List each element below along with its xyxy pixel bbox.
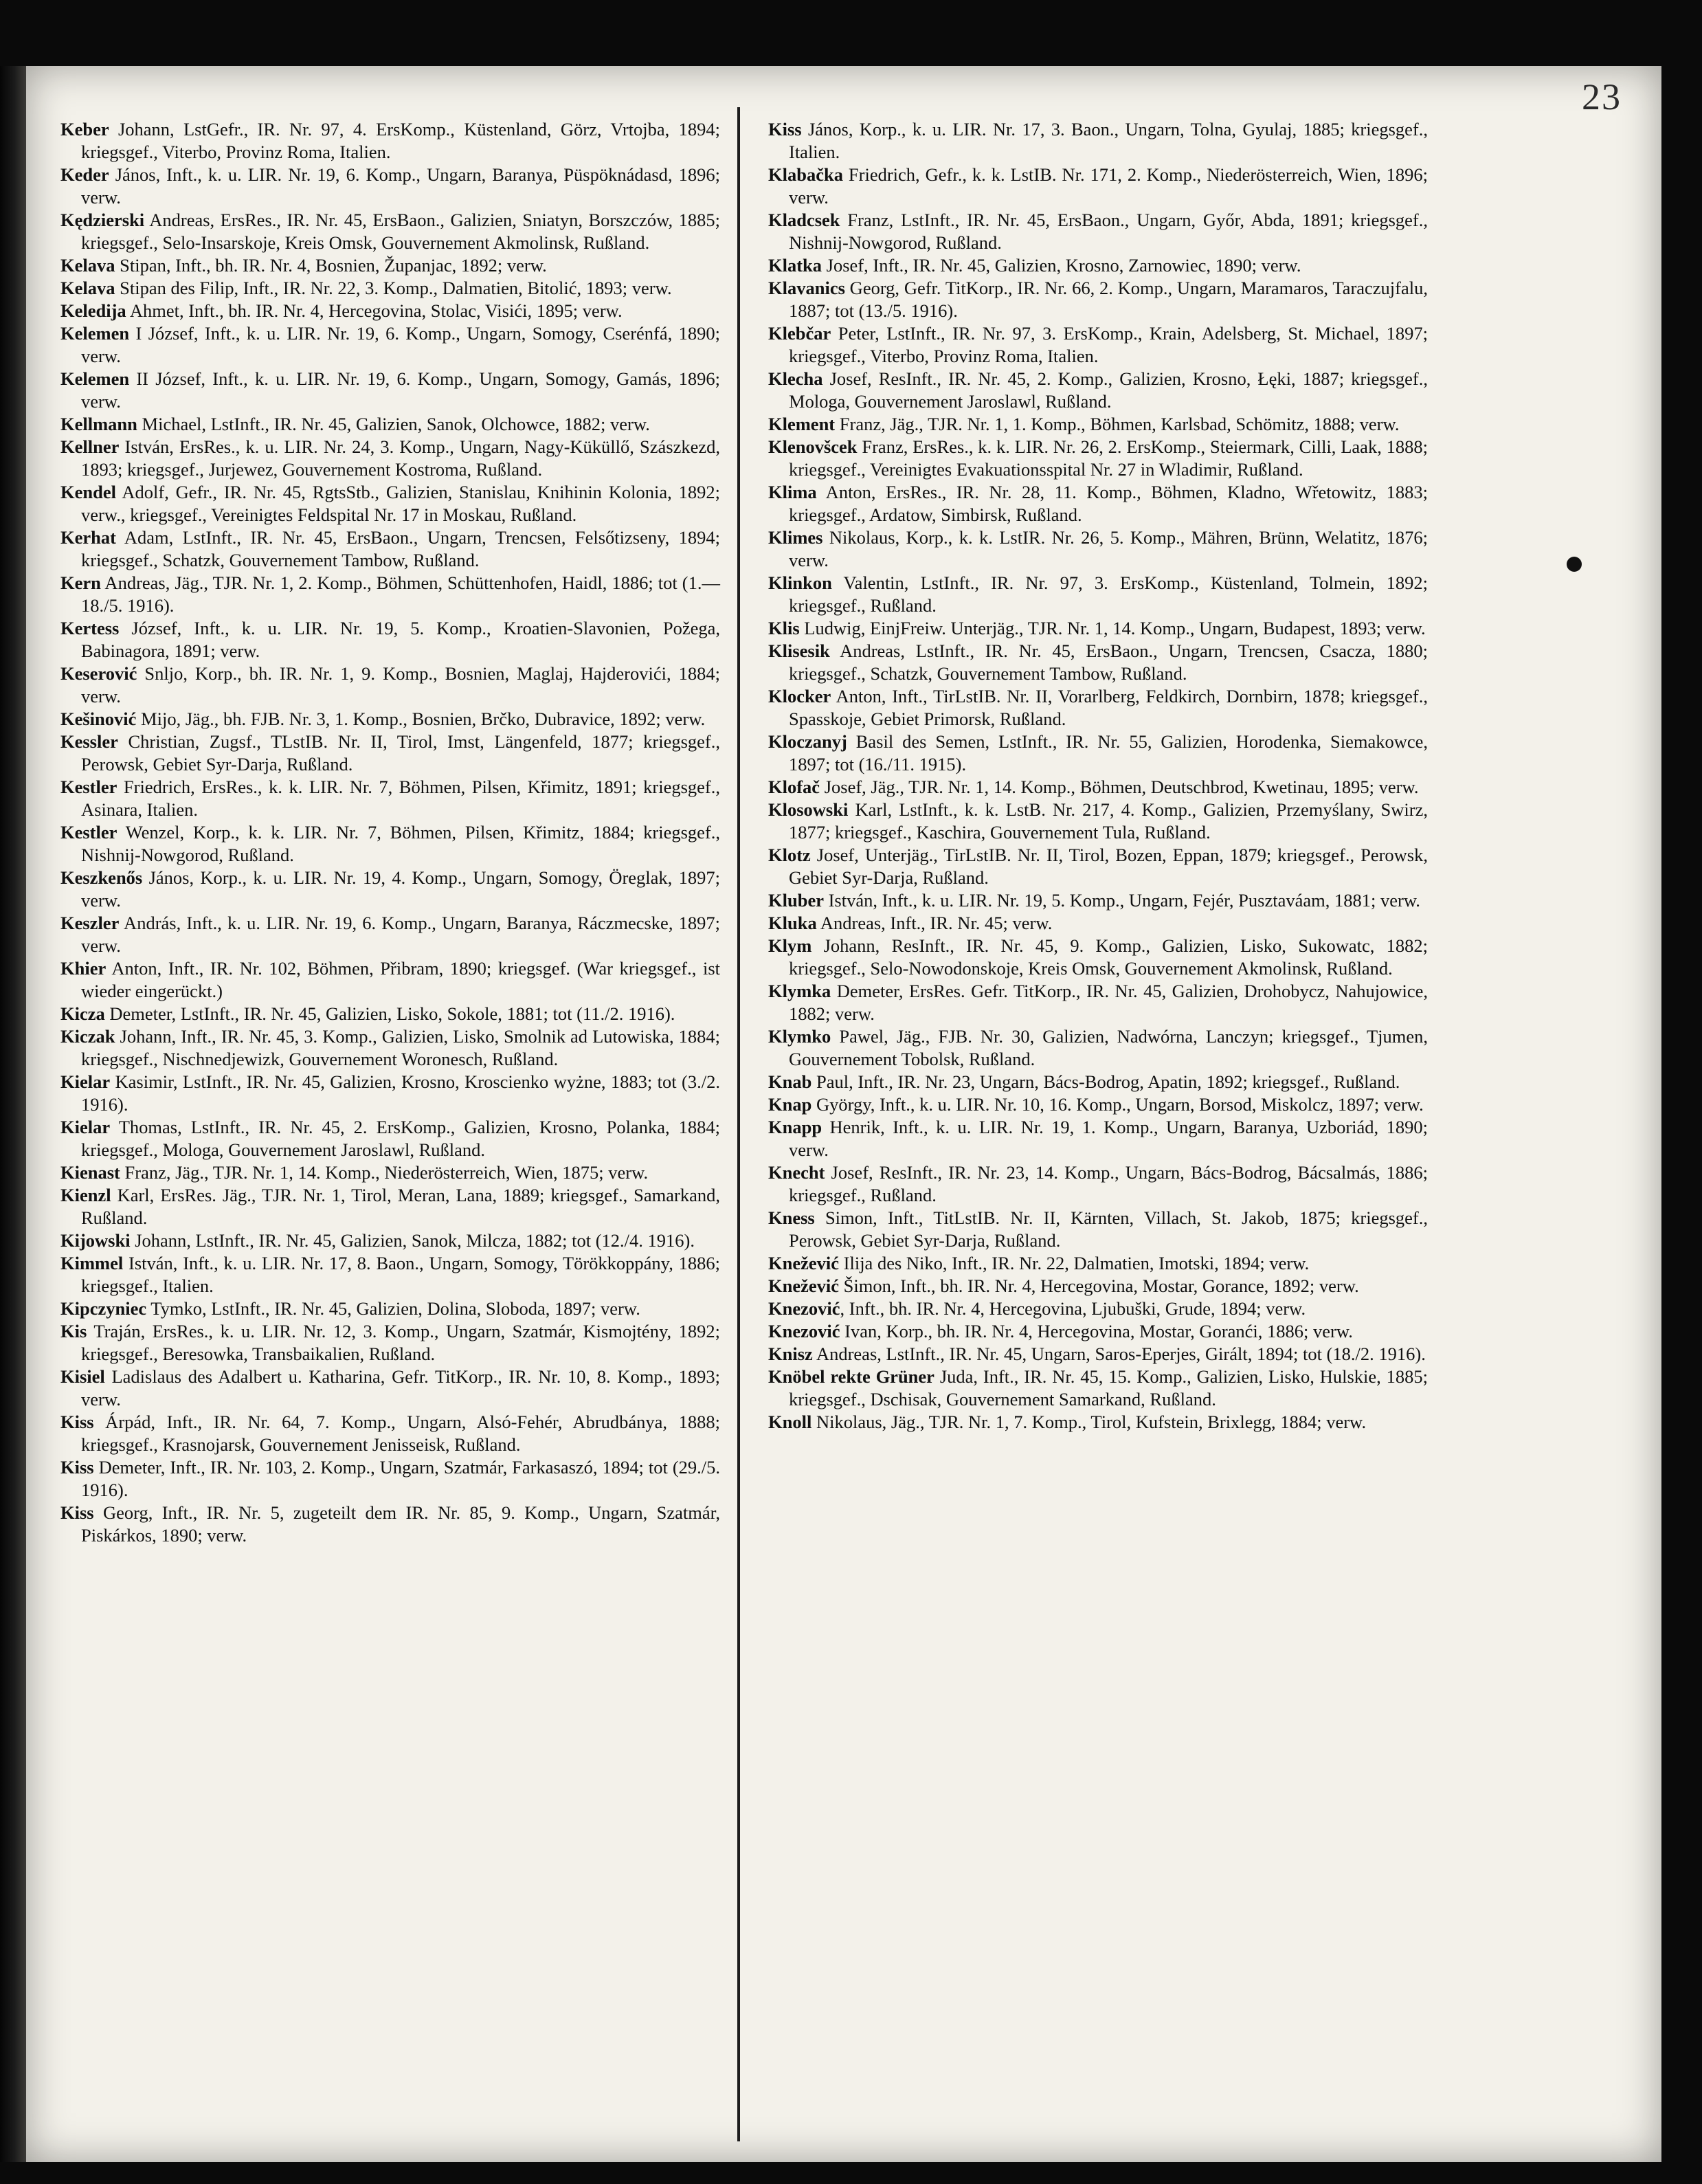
entry-details: Andreas, LstInft., IR. Nr. 45, ErsBaon., Ungarn, Trencsen, Csacza, 1880; kriegsgef., Schatzk, Gouvernement Tambow, Rußland. (789, 640, 1428, 684)
entry-details: Josef, Jäg., TJR. Nr. 1, 14. Komp., Böhmen, Deutschbrod, Kwetinau, 1895; verw. (820, 777, 1419, 797)
register-entry (768, 1071, 1428, 1093)
entry-details: Johann, LstGefr., IR. Nr. 97, 4. ErsKomp., Küstenland, Görz, Vrtojba, 1894; kriegsgef., Viterbo, Provinz Roma, Italien. (81, 119, 720, 162)
entry-surname: Knab (768, 1071, 812, 1092)
register-entry (768, 617, 1428, 640)
entry-details: Andreas, ErsRes., IR. Nr. 45, ErsBaon., Galizien, Sniatyn, Borszczów, 1885; kriegsgef., Selo-Insarskoje, Kreis Omsk, Gouvernement Akmolinsk, Rußland. (81, 210, 720, 253)
entry-details: Christian, Zugsf., TLstIB. Nr. II, Tirol, Imst, Längenfeld, 1877; kriegsgef., Perowsk, Gebiet Syr-Darja, Rußland. (81, 731, 720, 775)
register-entry (60, 436, 720, 481)
entry-surname: Kluber (768, 890, 824, 911)
entry-details: , Inft., bh. IR. Nr. 4, Hercegovina, Ljubuški, Grude, 1894; verw. (840, 1298, 1306, 1319)
entry-details: Johann, ResInft., IR. Nr. 45, 9. Komp., Galizien, Lisko, Sukowatc, 1882; kriegsgef., Selo-Nowodonskoje, Kreis Omsk, Gouvernement Akmolinsk, Rußland. (789, 935, 1428, 979)
entry-details: Ludwig, EinjFreiw. Unterjäg., TJR. Nr. 1, 14. Komp., Ungarn, Budapest, 1893; verw. (799, 618, 1426, 638)
entry-surname: Kellner (60, 436, 120, 457)
entry-surname: Klosowski (768, 799, 849, 820)
entry-surname: Knöbel rekte Grüner (768, 1366, 934, 1387)
register-entry (60, 821, 720, 867)
register-entry (60, 731, 720, 776)
entry-details: Snljo, Korp., bh. IR. Nr. 1, 9. Komp., Bosnien, Maglaj, Hajderovići, 1884; verw. (81, 663, 720, 706)
entry-details: György, Inft., k. u. LIR. Nr. 10, 16. Komp., Ungarn, Borsod, Miskolcz, 1897; verw. (811, 1094, 1424, 1115)
entry-surname: Kness (768, 1207, 815, 1228)
entry-details: Karl, LstInft., k. k. LstB. Nr. 217, 4. Komp., Galizien, Przemyślany, Swirz, 1877; kriegsgef., Kaschira, Gouvernement Tula, Rußland. (789, 799, 1428, 843)
entry-surname: Kipczyniec (60, 1298, 147, 1319)
register-entry (60, 300, 720, 322)
register-entry (768, 1366, 1428, 1411)
entry-details: Josef, Unterjäg., TirLstIB. Nr. II, Tirol, Bozen, Eppan, 1879; kriegsgef., Perowsk, Gebiet Syr-Darja, Rußland. (789, 845, 1428, 888)
entry-details: Adolf, Gefr., IR. Nr. 45, RgtsStb., Galizien, Stanislau, Knihinin Kolonia, 1892; verw., kriegsgef., Vereinigtes Feldspital Nr. 17 in Moskau, Rußland. (81, 482, 720, 525)
entry-details: Georg, Gefr. TitKorp., IR. Nr. 66, 2. Komp., Ungarn, Maramaros, Taraczujfalu, 1887; tot (13./5. 1916). (789, 278, 1428, 321)
entry-details: Árpád, Inft., IR. Nr. 64, 7. Komp., Ungarn, Alsó-Fehér, Abrudbánya, 1888; kriegsgef., Krasnojarsk, Gouvernement Jenisseisk, Rußland. (81, 1412, 720, 1455)
register-entry (60, 1229, 720, 1252)
register-entry (60, 164, 720, 209)
entry-details: Anton, Inft., IR. Nr. 102, Böhmen, Přibram, 1890; kriegsgef. (War kriegsgef., ist wieder eingerückt.) (81, 958, 720, 1001)
entry-details: Demeter, ErsRes. Gefr. TitKorp., IR. Nr. 45, Galizien, Drohobycz, Nahujowice, 1882; verw. (789, 981, 1428, 1024)
entry-surname: Kielar (60, 1071, 111, 1092)
entry-details: Ladislaus des Adalbert u. Katharina, Gefr. TitKorp., IR. Nr. 10, 8. Komp., 1893; verw. (81, 1366, 720, 1409)
entry-surname: Kešinović (60, 709, 137, 729)
entry-surname: Klement (768, 414, 836, 434)
entry-details: Andreas, Jäg., TJR. Nr. 1, 2. Komp., Böhmen, Schüttenhofen, Haidl, 1886; tot (1.—18./5. 1916). (81, 572, 720, 616)
register-entry (60, 1320, 720, 1366)
entry-surname: Klis (768, 618, 800, 638)
register-entry (60, 118, 720, 164)
entry-surname: Kladcsek (768, 210, 840, 230)
entry-details: Traján, ErsRes., k. u. LIR. Nr. 12, 3. Komp., Ungarn, Szatmár, Kismojtény, 1892; kriegsgef., Beresowka, Transbaikalien, Rußland. (81, 1321, 720, 1364)
register-entry (768, 1207, 1428, 1252)
register-entry (768, 164, 1428, 209)
entry-details: Ahmet, Inft., bh. IR. Nr. 4, Hercegovina, Stolac, Visići, 1895; verw. (126, 300, 623, 321)
entry-surname: Klavanics (768, 278, 845, 298)
register-entry (768, 889, 1428, 912)
entry-surname: Kiss (60, 1412, 94, 1432)
register-entry (768, 912, 1428, 935)
entry-details: Stipan des Filip, Inft., IR. Nr. 22, 3. Komp., Dalmatien, Bitolić, 1893; verw. (115, 278, 672, 298)
register-entry (60, 1366, 720, 1411)
register-entry (768, 209, 1428, 254)
entry-details: Franz, LstInft., IR. Nr. 45, ErsBaon., Ungarn, Győr, Abda, 1891; kriegsgef., Nishnij-Nowgorod, Rußland. (789, 210, 1428, 253)
register-entry (768, 935, 1428, 980)
entry-surname: Kimmel (60, 1253, 124, 1273)
entry-details: Ilija des Niko, Inft., IR. Nr. 22, Dalmatien, Imotski, 1894; verw. (839, 1253, 1310, 1273)
entry-details: Kasimir, LstInft., IR. Nr. 45, Galizien, Krosno, Kroscienko wyżne, 1883; tot (3./2. 1916). (81, 1071, 720, 1115)
entry-details: Friedrich, Gefr., k. k. LstIB. Nr. 171, 2. Komp., Niederösterreich, Wien, 1896; verw. (789, 164, 1428, 208)
entry-surname: Klecha (768, 368, 823, 389)
entry-surname: Klimes (768, 527, 823, 548)
entry-details: Franz, ErsRes., k. k. LIR. Nr. 26, 2. ErsKomp., Steiermark, Cilli, Laak, 1888; kriegsgef., Vereinigtes Evakuationsspital Nr. 27 in Wladimir, Rußland. (789, 436, 1428, 480)
entry-surname: Kelemen (60, 323, 130, 344)
register-entry (768, 1275, 1428, 1297)
entry-surname: Kloczanyj (768, 731, 847, 752)
entry-surname: Kienzl (60, 1185, 111, 1205)
entry-details: Josef, ResInft., IR. Nr. 23, 14. Komp., Ungarn, Bács-Bodrog, Bácsalmás, 1886; kriegsgef., Rußland. (789, 1162, 1428, 1205)
entry-surname: Keder (60, 164, 109, 185)
entry-details: Anton, Inft., TirLstIB. Nr. II, Vorarlberg, Feldkirch, Dornbirn, 1878; kriegsgef., Spasskoje, Gebiet Primorsk, Rußland. (789, 686, 1428, 729)
register-entry (60, 1003, 720, 1025)
entry-surname: Knoll (768, 1412, 812, 1432)
entry-details: Andreas, Inft., IR. Nr. 45; verw. (816, 913, 1053, 933)
entry-surname: Kluka (768, 913, 817, 933)
register-entry (60, 277, 720, 300)
register-entry (768, 685, 1428, 731)
register-entry (768, 526, 1428, 572)
ink-blot (1567, 557, 1582, 572)
entry-surname: Klofač (768, 777, 820, 797)
entry-details: János, Korp., k. u. LIR. Nr. 17, 3. Baon., Ungarn, Tolna, Gyulaj, 1885; kriegsgef., Italien. (789, 119, 1428, 162)
register-entry (768, 776, 1428, 799)
entry-details: Andreas, LstInft., IR. Nr. 45, Ungarn, Saros-Eperjes, Girált, 1894; tot (18./2. 1916). (812, 1344, 1426, 1364)
entry-surname: Klymka (768, 981, 831, 1001)
entry-surname: Klym (768, 935, 812, 956)
entry-details: Franz, Jäg., TJR. Nr. 1, 14. Komp., Niederösterreich, Wien, 1875; verw. (120, 1162, 649, 1183)
register-entry (60, 1297, 720, 1320)
register-entry (768, 572, 1428, 617)
entry-surname: Kiss (60, 1502, 94, 1523)
entry-surname: Kerhat (60, 527, 116, 548)
register-entry (60, 662, 720, 708)
entry-surname: Knezović (768, 1298, 840, 1319)
entry-details: Wenzel, Korp., k. k. LIR. Nr. 7, Böhmen, Pilsen, Křimitz, 1884; kriegsgef., Nishnij-Nowgorod, Rußland. (81, 822, 720, 865)
entry-details: István, Inft., k. u. LIR. Nr. 19, 5. Komp., Ungarn, Fejér, Pusztaváam, 1881; verw. (823, 890, 1420, 911)
register-entry (768, 322, 1428, 368)
entry-surname: Knežević (768, 1253, 840, 1273)
document-page (26, 66, 1661, 2162)
entry-surname: Klisesik (768, 640, 830, 661)
entry-details: II József, Inft., k. u. LIR. Nr. 19, 6. Komp., Ungarn, Somogy, Gamás, 1896; verw. (81, 368, 720, 412)
entry-details: Pawel, Jäg., FJB. Nr. 30, Galizien, Nadwórna, Lanczyn; kriegsgef., Tjumen, Gouvernement Tobolsk, Rußland. (789, 1026, 1428, 1069)
entry-surname: Kern (60, 572, 101, 593)
entry-details: Stipan, Inft., bh. IR. Nr. 4, Bosnien, Županjac, 1892; verw. (115, 255, 547, 276)
entry-details: Tymko, LstInft., IR. Nr. 45, Galizien, Dolina, Sloboda, 1897; verw. (146, 1298, 640, 1319)
entry-surname: Keserović (60, 663, 137, 684)
register-entry (768, 368, 1428, 413)
register-entry (768, 731, 1428, 776)
register-entry (768, 980, 1428, 1025)
entry-details: Henrik, Inft., k. u. LIR. Nr. 19, 1. Komp., Ungarn, Baranya, Uzboriád, 1890; verw. (789, 1117, 1428, 1160)
entry-surname: Knap (768, 1094, 812, 1115)
entry-surname: Kielar (60, 1117, 111, 1137)
entry-details: Paul, Inft., IR. Nr. 23, Ungarn, Bács-Bodrog, Apatin, 1892; kriegsgef., Rußland. (811, 1071, 1400, 1092)
register-entry (60, 1116, 720, 1161)
entry-surname: Kelava (60, 278, 115, 298)
page-number: 23 (1582, 76, 1622, 118)
register-entry (768, 254, 1428, 277)
entry-details: Nikolaus, Korp., k. k. LstIR. Nr. 26, 5. Komp., Mähren, Brünn, Welatitz, 1876; verw. (789, 527, 1428, 570)
entry-surname: Klabačka (768, 164, 843, 185)
entry-details: István, ErsRes., k. u. LIR. Nr. 24, 3. Komp., Ungarn, Nagy-Küküllő, Szászkezd, 1893; kriegsgef., Jurjewez, Gouvernement Kostroma, Rußland. (81, 436, 720, 480)
entry-details: János, Korp., k. u. LIR. Nr. 19, 4. Komp., Ungarn, Somogy, Öreglak, 1897; verw. (81, 867, 720, 911)
left-column (60, 118, 720, 1547)
register-entry (60, 708, 720, 731)
entry-surname: Keber (60, 119, 109, 140)
entry-details: Demeter, Inft., IR. Nr. 103, 2. Komp., Ungarn, Szatmár, Farkasaszó, 1894; tot (29./5. 1916). (81, 1457, 720, 1500)
entry-surname: Kessler (60, 731, 118, 752)
register-entry (768, 1161, 1428, 1207)
entry-details: Valentin, LstInft., IR. Nr. 97, 3. ErsKomp., Küstenland, Tolmein, 1892; kriegsgef., Rußland. (789, 572, 1428, 616)
entry-surname: Keszler (60, 913, 120, 933)
entry-details: Ivan, Korp., bh. IR. Nr. 4, Hercegovina, Mostar, Goranći, 1886; verw. (840, 1321, 1353, 1341)
entry-details: József, Inft., k. u. LIR. Nr. 19, 5. Komp., Kroatien-Slavonien, Požega, Babinagora, 1891; verw. (81, 618, 720, 661)
entry-surname: Kis (60, 1321, 87, 1341)
entry-details: Friedrich, ErsRes., k. k. LIR. Nr. 7, Böhmen, Pilsen, Křimitz, 1891; kriegsgef., Asinara, Italien. (81, 777, 720, 820)
entry-details: Juda, Inft., IR. Nr. 45, 15. Komp., Galizien, Lisko, Hulskie, 1885; kriegsgef., Dschisak, Gouvernement Samarkand, Rußland. (789, 1366, 1428, 1409)
entry-surname: Keszkenős (60, 867, 143, 888)
entry-details: Mijo, Jäg., bh. FJB. Nr. 3, 1. Komp., Bosnien, Brčko, Dubravice, 1892; verw. (136, 709, 706, 729)
register-entry (768, 844, 1428, 889)
entry-surname: Kendel (60, 482, 116, 502)
register-entry (60, 526, 720, 572)
entry-details: Johann, LstInft., IR. Nr. 45, Galizien, Sanok, Milcza, 1882; tot (12./4. 1916). (130, 1230, 695, 1251)
register-entry (60, 1025, 720, 1071)
entry-details: András, Inft., k. u. LIR. Nr. 19, 6. Komp., Ungarn, Baranya, Ráczmecske, 1897; verw. (81, 913, 720, 956)
entry-details: István, Inft., k. u. LIR. Nr. 17, 8. Baon., Ungarn, Somogy, Törökkoppány, 1886; kriegsgef., Italien. (81, 1253, 720, 1296)
entry-surname: Klenovšcek (768, 436, 858, 457)
column-divider (737, 107, 740, 2141)
entry-details: Basil des Semen, LstInft., IR. Nr. 55, Galizien, Horodenka, Siemakowce, 1897; tot (16./11. 1915). (789, 731, 1428, 775)
register-entry (768, 277, 1428, 322)
register-entry (60, 1502, 720, 1547)
register-entry (60, 322, 720, 368)
entry-surname: Klatka (768, 255, 822, 276)
register-entry (768, 1297, 1428, 1320)
register-entry (768, 413, 1428, 436)
register-entry (60, 957, 720, 1003)
entry-surname: Kelemen (60, 368, 130, 389)
register-entry (768, 481, 1428, 526)
entry-details: Anton, ErsRes., IR. Nr. 28, 11. Komp., Böhmen, Kladno, Wřetowitz, 1883; kriegsgef., Ardatow, Simbirsk, Rußland. (789, 482, 1428, 525)
entry-surname: Kiss (60, 1457, 94, 1478)
entry-surname: Klima (768, 482, 817, 502)
register-entry (768, 640, 1428, 685)
entry-surname: Kijowski (60, 1230, 131, 1251)
register-entry (768, 1252, 1428, 1275)
entry-surname: Klebčar (768, 323, 831, 344)
register-entry (60, 572, 720, 617)
entry-surname: Kicza (60, 1003, 105, 1024)
register-entry (60, 776, 720, 821)
register-entry (60, 209, 720, 254)
entry-details: Franz, Jäg., TJR. Nr. 1, 1. Komp., Böhmen, Karlsbad, Schömitz, 1888; verw. (835, 414, 1400, 434)
entry-details: Johann, Inft., IR. Nr. 45, 3. Komp., Galizien, Lisko, Smolnik ad Lutowiska, 1884; kriegsgef., Nischnedjewizk, Gouvernement Woronesch, Rußland. (81, 1026, 720, 1069)
entry-details: Michael, LstInft., IR. Nr. 45, Galizien, Sanok, Olchowce, 1882; verw. (137, 414, 650, 434)
register-entry (768, 1320, 1428, 1343)
register-entry (768, 1411, 1428, 1434)
entry-details: Adam, LstInft., IR. Nr. 45, ErsBaon., Ungarn, Trencsen, Felsőtizseny, 1894; kriegsgef., Schatzk, Gouvernement Tambow, Rußland. (81, 527, 720, 570)
register-entry (60, 912, 720, 957)
entry-details: Georg, Inft., IR. Nr. 5, zugeteilt dem IR. Nr. 85, 9. Komp., Ungarn, Szatmár, Piskárkos, 1890; verw. (81, 1502, 720, 1546)
entry-details: Thomas, LstInft., IR. Nr. 45, 2. ErsKomp., Galizien, Krosno, Polanka, 1884; kriegsgef., Mologa, Gouvernement Jaroslawl, Rußland. (81, 1117, 720, 1160)
register-entry (768, 1025, 1428, 1071)
entry-surname: Kestler (60, 777, 117, 797)
entry-surname: Kestler (60, 822, 117, 843)
register-entry (60, 1456, 720, 1502)
entry-details: Simon, Inft., TitLstIB. Nr. II, Kärnten, Villach, St. Jakob, 1875; kriegsgef., Perowsk, Gebiet Syr-Darja, Rußland. (789, 1207, 1428, 1251)
entry-surname: Klymko (768, 1026, 831, 1047)
entry-details: Peter, LstInft., IR. Nr. 97, 3. ErsKomp., Krain, Adelsberg, St. Michael, 1897; kriegsgef., Viterbo, Provinz Roma, Italien. (789, 323, 1428, 366)
entry-surname: Khier (60, 958, 107, 979)
entry-details: János, Inft., k. u. LIR. Nr. 19, 6. Komp., Ungarn, Baranya, Püspöknádasd, 1896; verw. (81, 164, 720, 208)
register-entry (60, 368, 720, 413)
entry-surname: Kertess (60, 618, 120, 638)
entry-details: Josef, ResInft., IR. Nr. 45, 2. Komp., Galizien, Krosno, Łęki, 1887; kriegsgef., Mologa, Gouvernement Jaroslawl, Rußland. (789, 368, 1428, 412)
entry-surname: Klocker (768, 686, 831, 706)
entry-details: Šimon, Inft., bh. IR. Nr. 4, Hercegovina, Mostar, Gorance, 1892; verw. (839, 1275, 1359, 1296)
register-entry (60, 413, 720, 436)
register-entry (60, 1411, 720, 1456)
entry-details: Josef, Inft., IR. Nr. 45, Galizien, Krosno, Zarnowiec, 1890; verw. (822, 255, 1301, 276)
entry-surname: Kisiel (60, 1366, 105, 1387)
register-entry (60, 481, 720, 526)
register-entry (768, 1116, 1428, 1161)
entry-surname: Knisz (768, 1344, 813, 1364)
entry-details: I József, Inft., k. u. LIR. Nr. 19, 6. Komp., Ungarn, Somogy, Cserénfá, 1890; verw. (81, 323, 720, 366)
register-entry (60, 867, 720, 912)
entry-surname: Knezović (768, 1321, 840, 1341)
entry-surname: Klotz (768, 845, 811, 865)
entry-surname: Kiczak (60, 1026, 115, 1047)
register-entry (60, 1161, 720, 1184)
register-entry (60, 1252, 720, 1297)
register-entry (768, 118, 1428, 164)
register-entry (768, 799, 1428, 844)
entry-surname: Kienast (60, 1162, 120, 1183)
entry-details: Demeter, LstInft., IR. Nr. 45, Galizien, Lisko, Sokole, 1881; tot (11./2. 1916). (104, 1003, 675, 1024)
entry-details: Nikolaus, Jäg., TJR. Nr. 1, 7. Komp., Tirol, Kufstein, Brixlegg, 1884; verw. (811, 1412, 1367, 1432)
entry-surname: Knecht (768, 1162, 825, 1183)
register-entry (60, 254, 720, 277)
register-entry (60, 1184, 720, 1229)
register-entry (60, 617, 720, 662)
entry-surname: Kellmann (60, 414, 137, 434)
binding-margin (0, 66, 26, 2162)
register-entry (768, 1093, 1428, 1116)
entry-surname: Knežević (768, 1275, 840, 1296)
entry-surname: Knapp (768, 1117, 822, 1137)
register-entry (768, 436, 1428, 481)
right-column (768, 118, 1428, 1434)
entry-surname: Keledija (60, 300, 126, 321)
entry-surname: Kędzierski (60, 210, 145, 230)
register-entry (768, 1343, 1428, 1366)
entry-surname: Kelava (60, 255, 115, 276)
register-entry (60, 1071, 720, 1116)
entry-details: Karl, ErsRes. Jäg., TJR. Nr. 1, Tirol, Meran, Lana, 1889; kriegsgef., Samarkand, Rußland. (81, 1185, 720, 1228)
entry-surname: Klinkon (768, 572, 832, 593)
entry-surname: Kiss (768, 119, 802, 140)
